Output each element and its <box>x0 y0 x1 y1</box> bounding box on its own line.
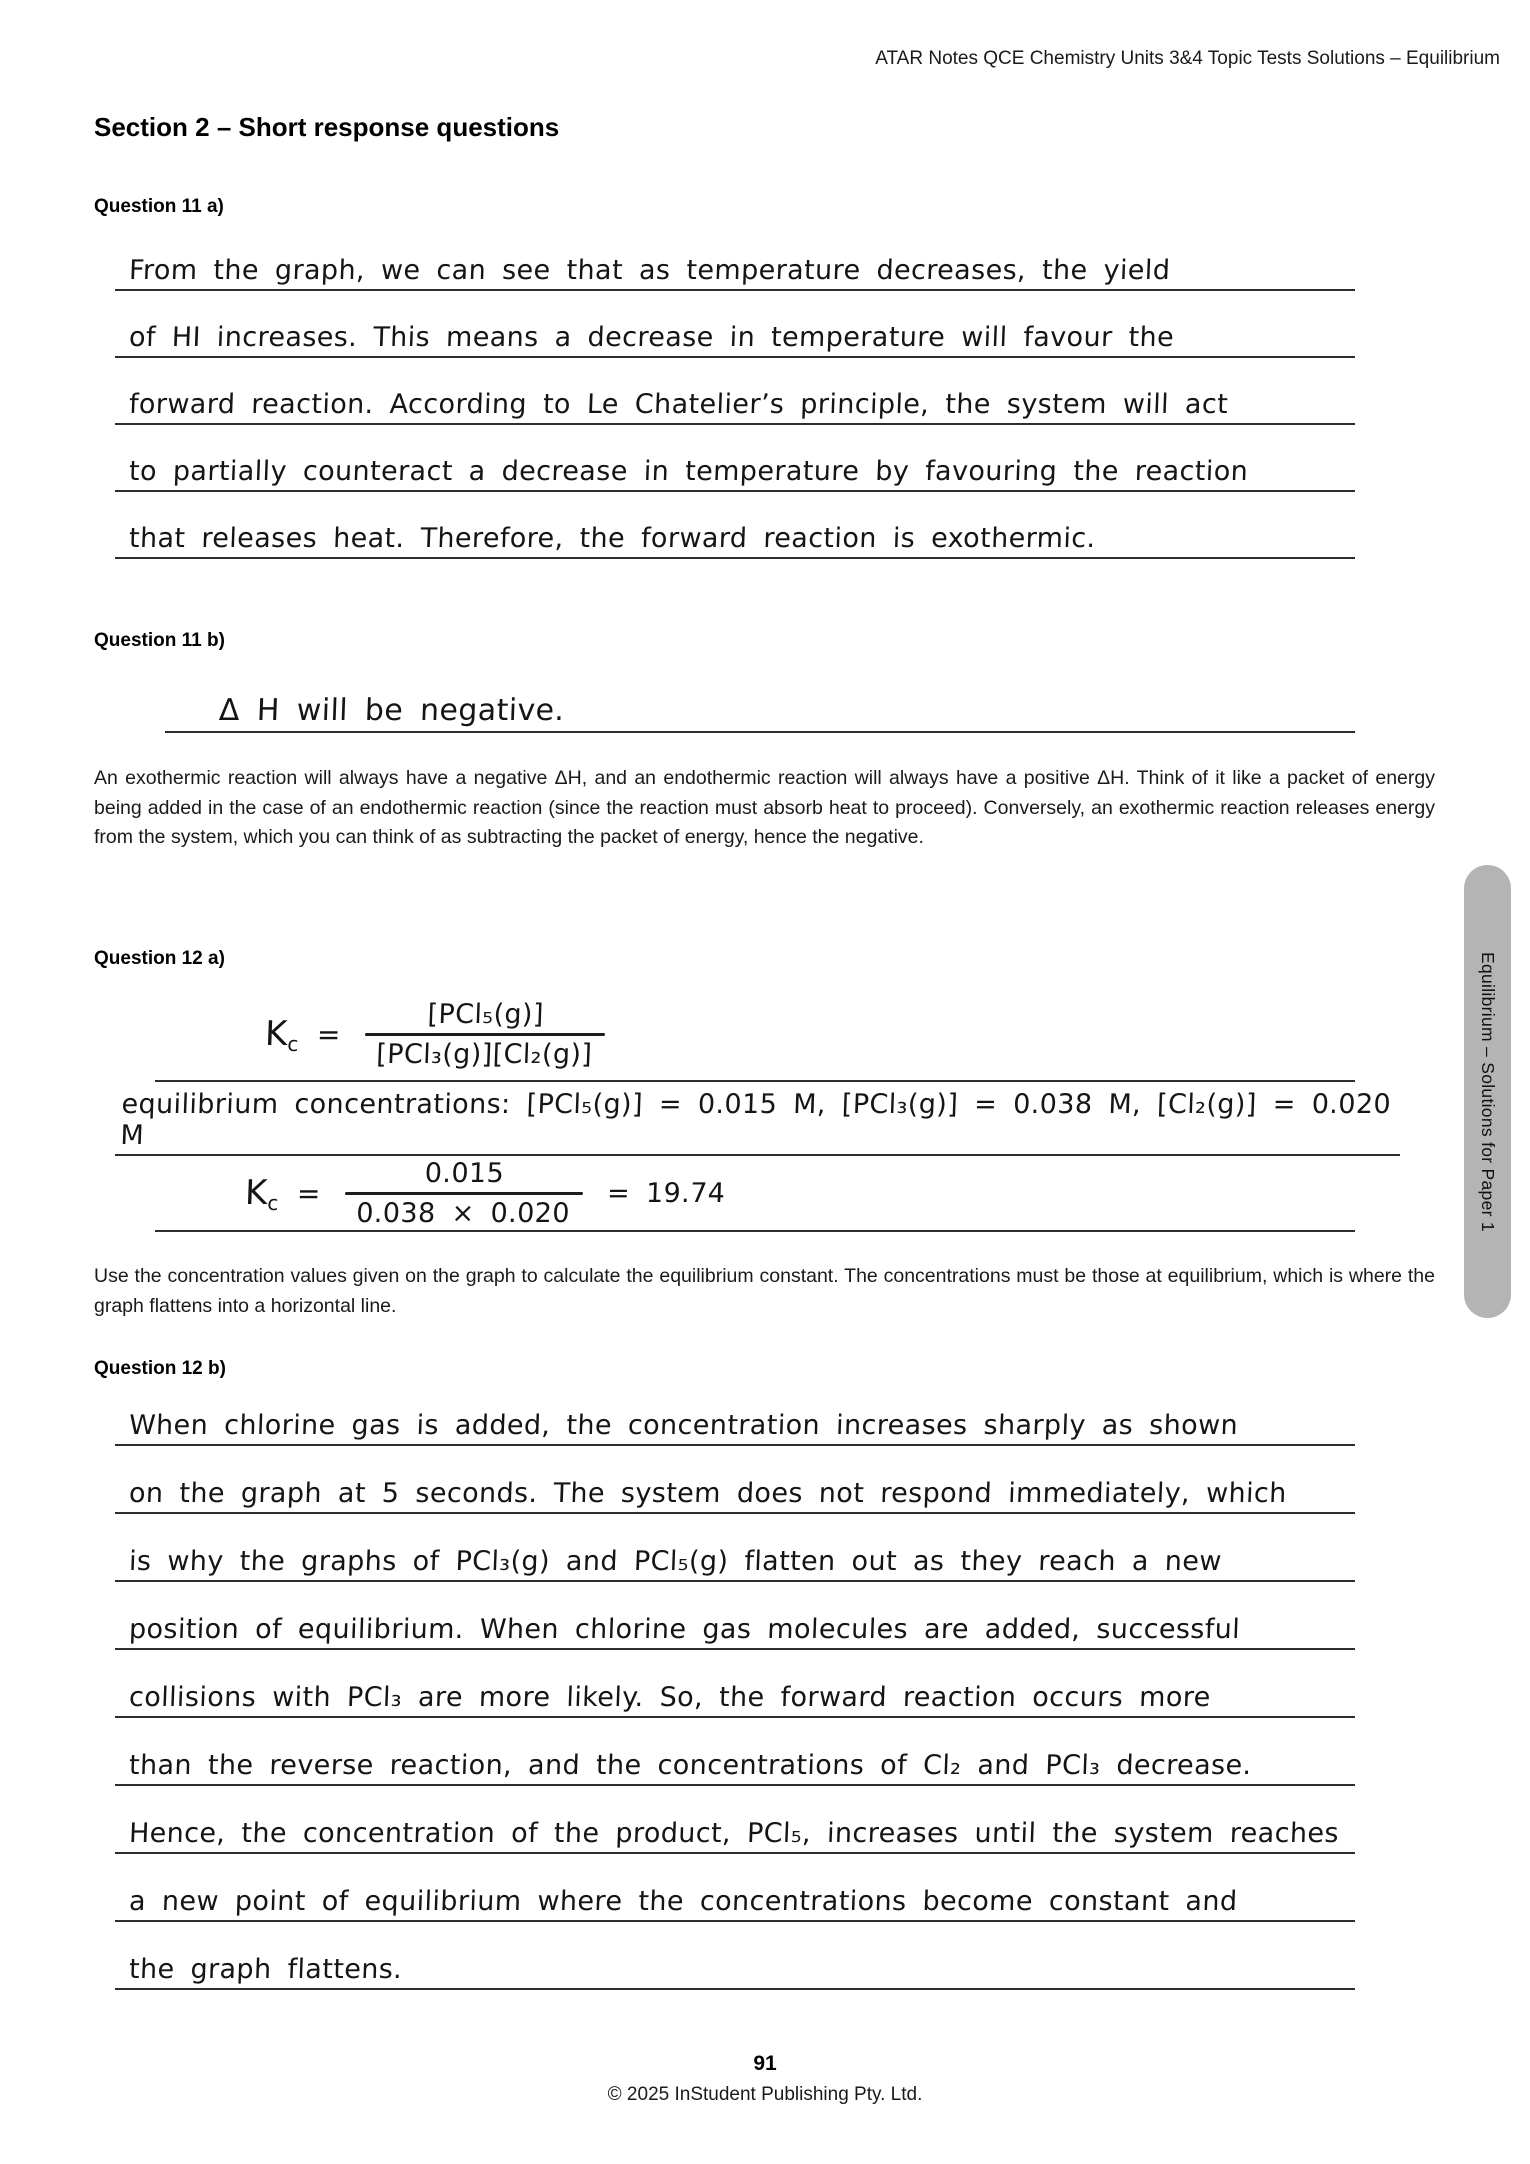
handwritten-text: on the graph at 5 seconds. The system does not respond immediately, which <box>128 1478 1288 1509</box>
chapter-side-tab <box>1464 865 1511 1318</box>
copyright-notice: © 2025 InStudent Publishing Pty. Ltd. <box>607 2084 923 2105</box>
kc-subscript: c <box>266 1191 280 1215</box>
handwritten-text: the graph flattens. <box>128 1954 403 1985</box>
kc-result: = 19.74 <box>606 1177 726 1209</box>
answer-line <box>115 1922 1355 1990</box>
handwritten-text: When chlorine gas is added, the concentration increases sharply as shown <box>128 1410 1239 1441</box>
answer-line <box>115 1446 1355 1514</box>
kc-base: K <box>264 1014 289 1054</box>
kc-symbol <box>244 1173 280 1213</box>
fraction-denominator: 0.038 × 0.020 <box>355 1197 571 1229</box>
equals-sign: = <box>316 1017 342 1051</box>
answer-line <box>115 1854 1355 1922</box>
answer-line <box>115 224 1355 291</box>
handwritten-text: a new point of equilibrium where the concentrations become constant and <box>128 1886 1239 1917</box>
handwritten-text: than the reverse reaction, and the concentrations of Cl₂ and PCl₃ decrease. <box>128 1750 1253 1781</box>
fraction-numerator: 0.015 <box>424 1157 505 1189</box>
page-number: 91 <box>753 2052 777 2075</box>
answer-line <box>115 1582 1355 1650</box>
handwritten-text: that releases heat. Therefore, the forward reaction is exothermic. <box>128 523 1097 554</box>
handwritten-text: to partially counteract a decrease in temperature by favouring the reaction <box>128 456 1249 487</box>
answer-line <box>165 666 1355 733</box>
answer-line <box>115 358 1355 425</box>
kc-expression-line <box>155 988 1355 1082</box>
kc-subscript: c <box>286 1032 300 1056</box>
kc-base: K <box>244 1173 269 1213</box>
answer-line <box>115 291 1355 358</box>
answer-line <box>115 492 1355 559</box>
question-11b-answer <box>165 666 1355 733</box>
handwritten-text: collisions with PCl₃ are more likely. So, the forward reaction occurs more <box>128 1682 1212 1713</box>
question-11a-answer <box>115 224 1355 559</box>
page-header-title: ATAR Notes QCE Chemistry Units 3&4 Topic Tests Solutions – Equilibrium <box>875 48 1500 69</box>
explanation-note-q12a: Use the concentration values given on the graph to calculate the equilibrium constant. The concentrations must be those at equilibrium, which is where the graph flattens into a horizontal line. <box>94 1265 1435 1317</box>
equilibrium-concentrations-line <box>115 1082 1400 1156</box>
question-12b-label: Question 12 b) <box>94 1358 226 1379</box>
equals-sign: = <box>296 1176 322 1210</box>
handwritten-text: of HI increases. This means a decrease in temperature will favour the <box>128 322 1175 353</box>
answer-line <box>115 1650 1355 1718</box>
explanation-note-q11: An exothermic reaction will always have a negative ΔH, and an endothermic reaction will always have a positive ΔH. Think of it like a packet of energy being added in the case of an endothermic reaction (since the reaction must absorb heat to proceed). Conversely, an exothermic reaction releases energy from the system, which you can think of as subtracting the packet of energy, hence the negative. <box>94 767 1435 848</box>
fraction-numerator: [PCl₅(g)] <box>426 998 545 1030</box>
handwritten-text: From the graph, we can see that as temperature decreases, the yield <box>128 255 1171 286</box>
kc-fraction <box>364 999 606 1070</box>
question-12b-answer <box>115 1378 1355 1990</box>
answer-line <box>115 1718 1355 1786</box>
chapter-side-tab-label: Equilibrium – Solutions for Paper 1 <box>1478 951 1498 1232</box>
kc-symbol <box>264 1014 300 1054</box>
fraction-denominator: [PCl₃(g)][Cl₂(g)] <box>375 1038 593 1070</box>
answer-line <box>115 1786 1355 1854</box>
question-12a-label: Question 12 a) <box>94 948 225 969</box>
question-11a-label: Question 11 a) <box>94 196 224 217</box>
kc-calculation-line <box>155 1156 1355 1232</box>
answer-line <box>115 1378 1355 1446</box>
handwritten-text: Δ H will be negative. <box>218 693 566 728</box>
question-11b-label: Question 11 b) <box>94 630 225 651</box>
handwritten-text: position of equilibrium. When chlorine gas molecules are added, successful <box>128 1614 1241 1645</box>
section-title: Section 2 – Short response questions <box>94 112 560 142</box>
kc-value-fraction <box>344 1158 584 1229</box>
handwritten-text: is why the graphs of PCl₃(g) and PCl₅(g) flatten out as they reach a new <box>128 1546 1223 1577</box>
handwritten-text: equilibrium concentrations: [PCl₅(g)] = 0.015 M, [PCl₃(g)] = 0.038 M, [Cl₂(g)] = 0.020 M <box>119 1089 1392 1151</box>
handwritten-text: forward reaction. According to Le Chatelier’s principle, the system will act <box>128 389 1229 420</box>
answer-line <box>115 1514 1355 1582</box>
handwritten-text: Hence, the concentration of the product, PCl₅, increases until the system reaches <box>128 1818 1340 1849</box>
answer-line <box>115 425 1355 492</box>
